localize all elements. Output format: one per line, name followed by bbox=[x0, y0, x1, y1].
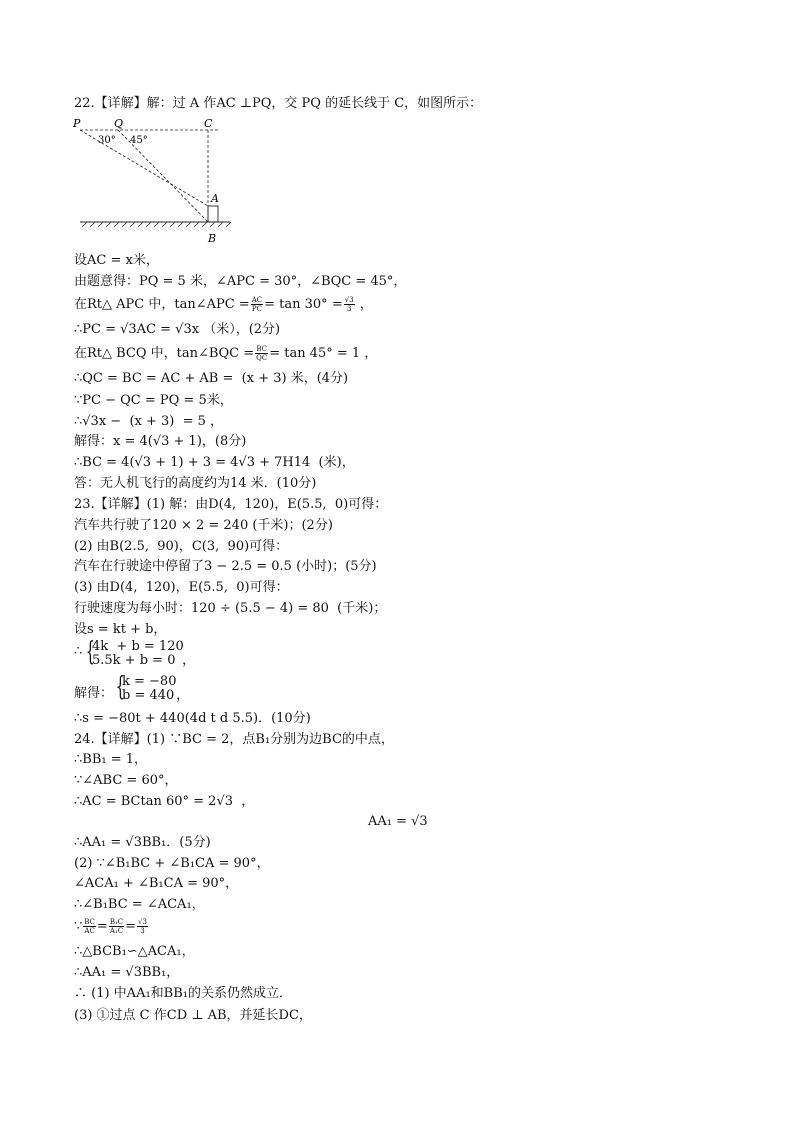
q22-line-10: ∴BC = 4(√3 + 1) + 3 = 4√3 + 7H14 (米)， bbox=[74, 455, 355, 470]
sys2-eq1: k = −80 bbox=[122, 674, 177, 689]
angle-30: 30° bbox=[98, 135, 116, 146]
q22-line-3-end: ， bbox=[355, 297, 373, 312]
q23-final: ∴s = −80t + 440(4d t d 5.5)．(10分) bbox=[74, 711, 311, 726]
label-B: B bbox=[208, 232, 217, 245]
q23-line-3: (2) 由B(2.5, 90)，C(3, 90)可得： bbox=[74, 539, 289, 554]
q22-header: 22.【详解】解：过 A 作AC ⊥PQ，交 PQ 的延长线于 C，如图所示： bbox=[74, 96, 483, 111]
ratio-prefix: ∵ bbox=[74, 919, 83, 934]
q22-line-6: ∴QC = BC = AC + AB = (x + 3) 米，(4分) bbox=[74, 371, 349, 386]
q22-line-4: ∴PC = √3AC = √3x （米），(2分) bbox=[74, 322, 281, 337]
q24-centered: AA₁ = √3 bbox=[368, 814, 428, 829]
ratio-eq1: = bbox=[96, 919, 108, 934]
q24-line-8: ∴∠B₁BC = ∠ACA₁， bbox=[74, 897, 205, 912]
sys2-prefix: 解得： bbox=[74, 686, 114, 701]
label-P: P bbox=[73, 117, 81, 130]
frac-ac-pc: $\frac{AC}{PC}$ bbox=[251, 296, 263, 313]
q23-line-7: 设s = kt + b， bbox=[74, 622, 167, 637]
label-A: A bbox=[211, 192, 219, 205]
angle-45: 45° bbox=[130, 135, 148, 146]
q24-line-2: ∴BB₁ = 1， bbox=[74, 752, 148, 767]
q23-line-6: 行驶速度为每小时：120 ÷ (5.5 − 4) = 80 (千米)； bbox=[74, 601, 387, 616]
q24-line-6: (2) ∵∠B₁BC + ∠B₁CA = 90°， bbox=[74, 856, 270, 871]
q22-line-8: ∴√3x − (x + 3) = 5 ， bbox=[74, 414, 224, 429]
q24-line-10: ∴AA₁ = √3BB₁， bbox=[74, 965, 180, 980]
q24-line-7: ∠ACA₁ + ∠B₁CA = 90°， bbox=[74, 876, 239, 891]
sys2-eq2: b = 440 bbox=[122, 688, 175, 703]
q22-line-5-text: 在Rt△ BCQ 中，tan∠BQC = bbox=[74, 346, 255, 361]
q23-line-2: 汽车共行驶了120 × 2 = 240 (千米)；(2分) bbox=[74, 518, 333, 533]
q24-line-5: ∴AA₁ = √3BB₁．(5分) bbox=[74, 835, 211, 850]
label-Q: Q bbox=[114, 117, 124, 130]
sys1-brace: { bbox=[85, 637, 95, 667]
frac-bc-qc: $\frac{BC}{QC}$ bbox=[256, 345, 268, 362]
q23-line-4: 汽车在行驶途中停留了3 − 2.5 = 0.5 (小时)；(5分) bbox=[74, 559, 377, 574]
frac-sqrt3-3: $\frac{√3}{3}$ bbox=[344, 296, 354, 313]
sys1-end: ， bbox=[178, 653, 196, 668]
q24-line-1: 24.【详解】(1) ∵BC = 2，点B₁分别为边BC的中点， bbox=[74, 732, 394, 747]
q22-line-1: 设AC = x米， bbox=[74, 253, 159, 268]
sys2-brace: { bbox=[115, 672, 125, 702]
ratio-eq2: = bbox=[125, 919, 137, 934]
q24-line-11: ∴ (1) 中AA₁和BB₁的关系仍然成立． bbox=[74, 986, 292, 1001]
q24-ratio bbox=[74, 918, 149, 935]
q22-figure bbox=[70, 114, 240, 246]
q24-line-12: (3) ①过点 C 作CD ⊥ AB，并延长DC， bbox=[74, 1008, 312, 1023]
sys1-therefore: ∴ bbox=[74, 644, 83, 659]
q22-line-7: ∵PC − QC = PQ = 5米， bbox=[74, 393, 233, 408]
frac-bc-ac: $\frac{BC}{AC}$ bbox=[84, 918, 95, 935]
sys1-eq2: 5.5k + b = 0 bbox=[92, 653, 176, 668]
frac-b1c-a1c: $\frac{\text{B₁C}}{\text{A₁C}}$ bbox=[109, 918, 124, 935]
ground-hatch bbox=[82, 222, 231, 227]
q22-answer: 答：无人机飞行的高度约为14 米．(10分) bbox=[74, 476, 317, 491]
frac-sqrt3-3-b: $\frac{√3}{3}$ bbox=[138, 918, 147, 935]
q22-line-3 bbox=[74, 296, 373, 313]
q23-line-1: 23.【详解】(1) 解：由D(4, 120)，E(5.5, 0)可得： bbox=[74, 497, 388, 512]
q22-line-3-text: 在Rt△ APC 中，tan∠APC = bbox=[74, 297, 250, 312]
q24-line-9: ∴△BCB₁∽△ACA₁， bbox=[74, 944, 195, 959]
q24-line-3: ∵∠ABC = 60°， bbox=[74, 773, 178, 788]
q22-line-2: 由题意得：PQ = 5 米，∠APC = 30°，∠BQC = 45°， bbox=[74, 274, 407, 289]
q24-line-4: ∴AC = BCtan 60° = 2√3 ， bbox=[74, 794, 255, 809]
q22-line-9: 解得：x = 4(√3 + 1)，(8分) bbox=[74, 434, 247, 449]
label-C: C bbox=[204, 117, 213, 130]
q22-line-5 bbox=[74, 345, 377, 362]
sys1-eq1: 4k + b = 120 bbox=[92, 639, 184, 654]
q23-line-5: (3) 由D(4, 120)，E(5.5, 0)可得： bbox=[74, 580, 289, 595]
q22-line-3-tail: = tan 30° = bbox=[264, 297, 343, 312]
q22-line-5-tail: = tan 45° = 1 ， bbox=[269, 346, 378, 361]
sys2-end: ， bbox=[172, 688, 190, 703]
